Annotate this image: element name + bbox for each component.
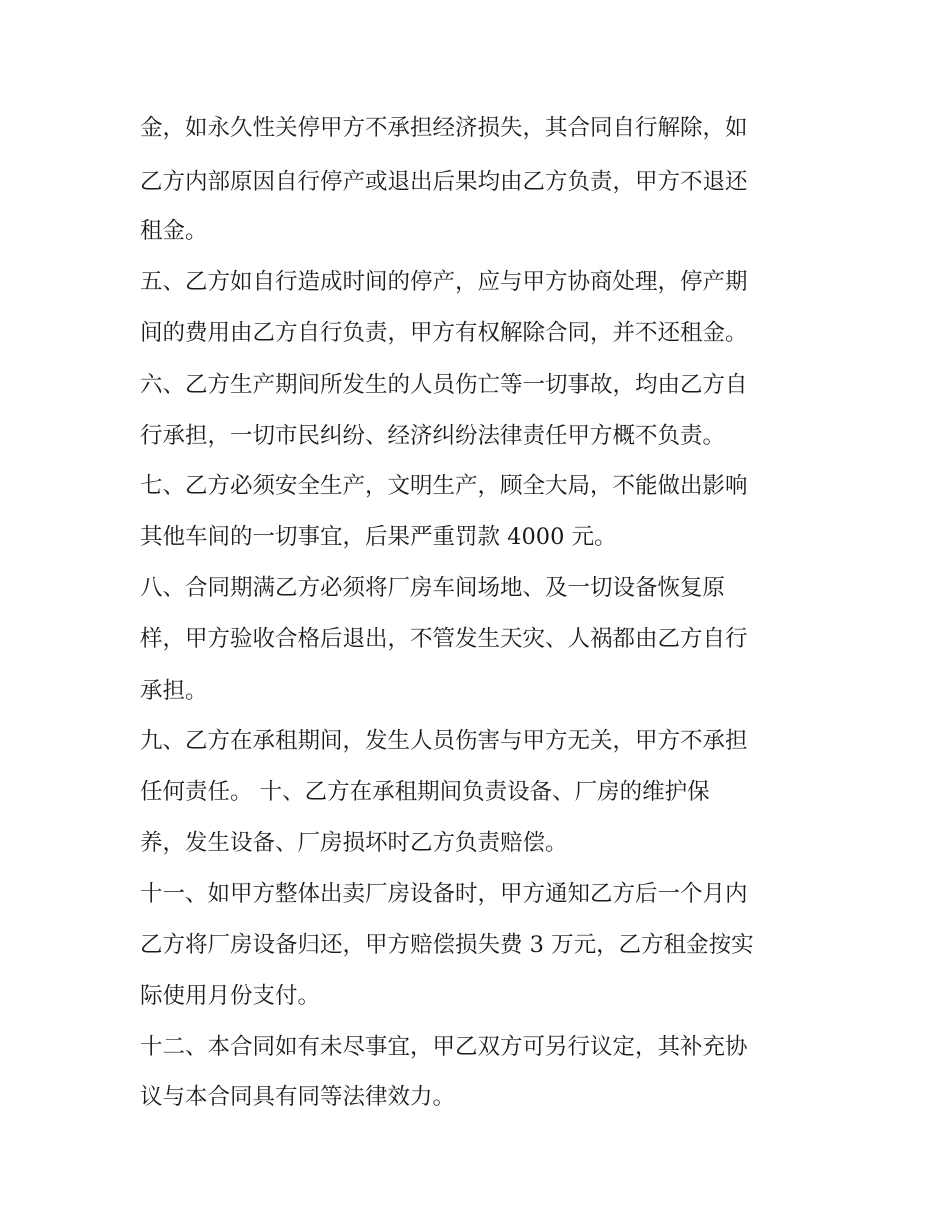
- text-line: 六、乙方生产期间所发生的人员伤亡等一切事故，均由乙方自: [140, 372, 748, 398]
- text-line: 八、合同期满乙方必须将厂房车间场地、及一切设备恢复原: [140, 575, 726, 601]
- text-line: 际使用月份支付。: [140, 983, 321, 1009]
- text-line: 议与本合同具有同等法律效力。: [140, 1084, 456, 1110]
- text-line: 十一、如甲方整体出卖厂房设备时，甲方通知乙方后一个月内: [140, 881, 748, 907]
- text-line: 五、乙方如自行造成时间的停产，应与甲方协商处理，停产期: [140, 269, 748, 295]
- text-line: 间的费用由乙方自行负责，甲方有权解除合同，并不还租金。: [140, 320, 748, 346]
- text-line: 任何责任。 十、乙方在承租期间负责设备、厂房的维护保: [140, 779, 710, 805]
- text-line: 其他车间的一切事宜，后果严重罚款 4000 元。: [140, 524, 617, 550]
- text-line: 七、乙方必须安全生产，文明生产，顾全大局，不能做出影响: [140, 473, 748, 499]
- text-line: 九、乙方在承租期间，发生人员伤害与甲方无关，甲方不承担: [140, 728, 748, 754]
- text-line: 租金。: [140, 218, 208, 244]
- text-line: 样，甲方验收合格后退出，不管发生天灾、人祸都由乙方自行: [140, 626, 748, 652]
- text-line: 十二、本合同如有未尽事宜，甲乙双方可另行议定，其补充协: [140, 1034, 748, 1060]
- text-line: 行承担，一切市民纠纷、经济纠纷法律责任甲方概不负责。: [140, 423, 726, 449]
- text-line: 乙方内部原因自行停产或退出后果均由乙方负责，甲方不退还: [140, 169, 748, 195]
- text-line: 养，发生设备、厂房损坏时乙方负责赔偿。: [140, 830, 568, 856]
- text-line: 乙方将厂房设备归还，甲方赔偿损失费 3 万元，乙方租金按实: [140, 932, 754, 958]
- text-line: 金，如永久性关停甲方不承担经济损失，其合同自行解除，如: [140, 115, 748, 141]
- text-line: 承担。: [140, 678, 208, 704]
